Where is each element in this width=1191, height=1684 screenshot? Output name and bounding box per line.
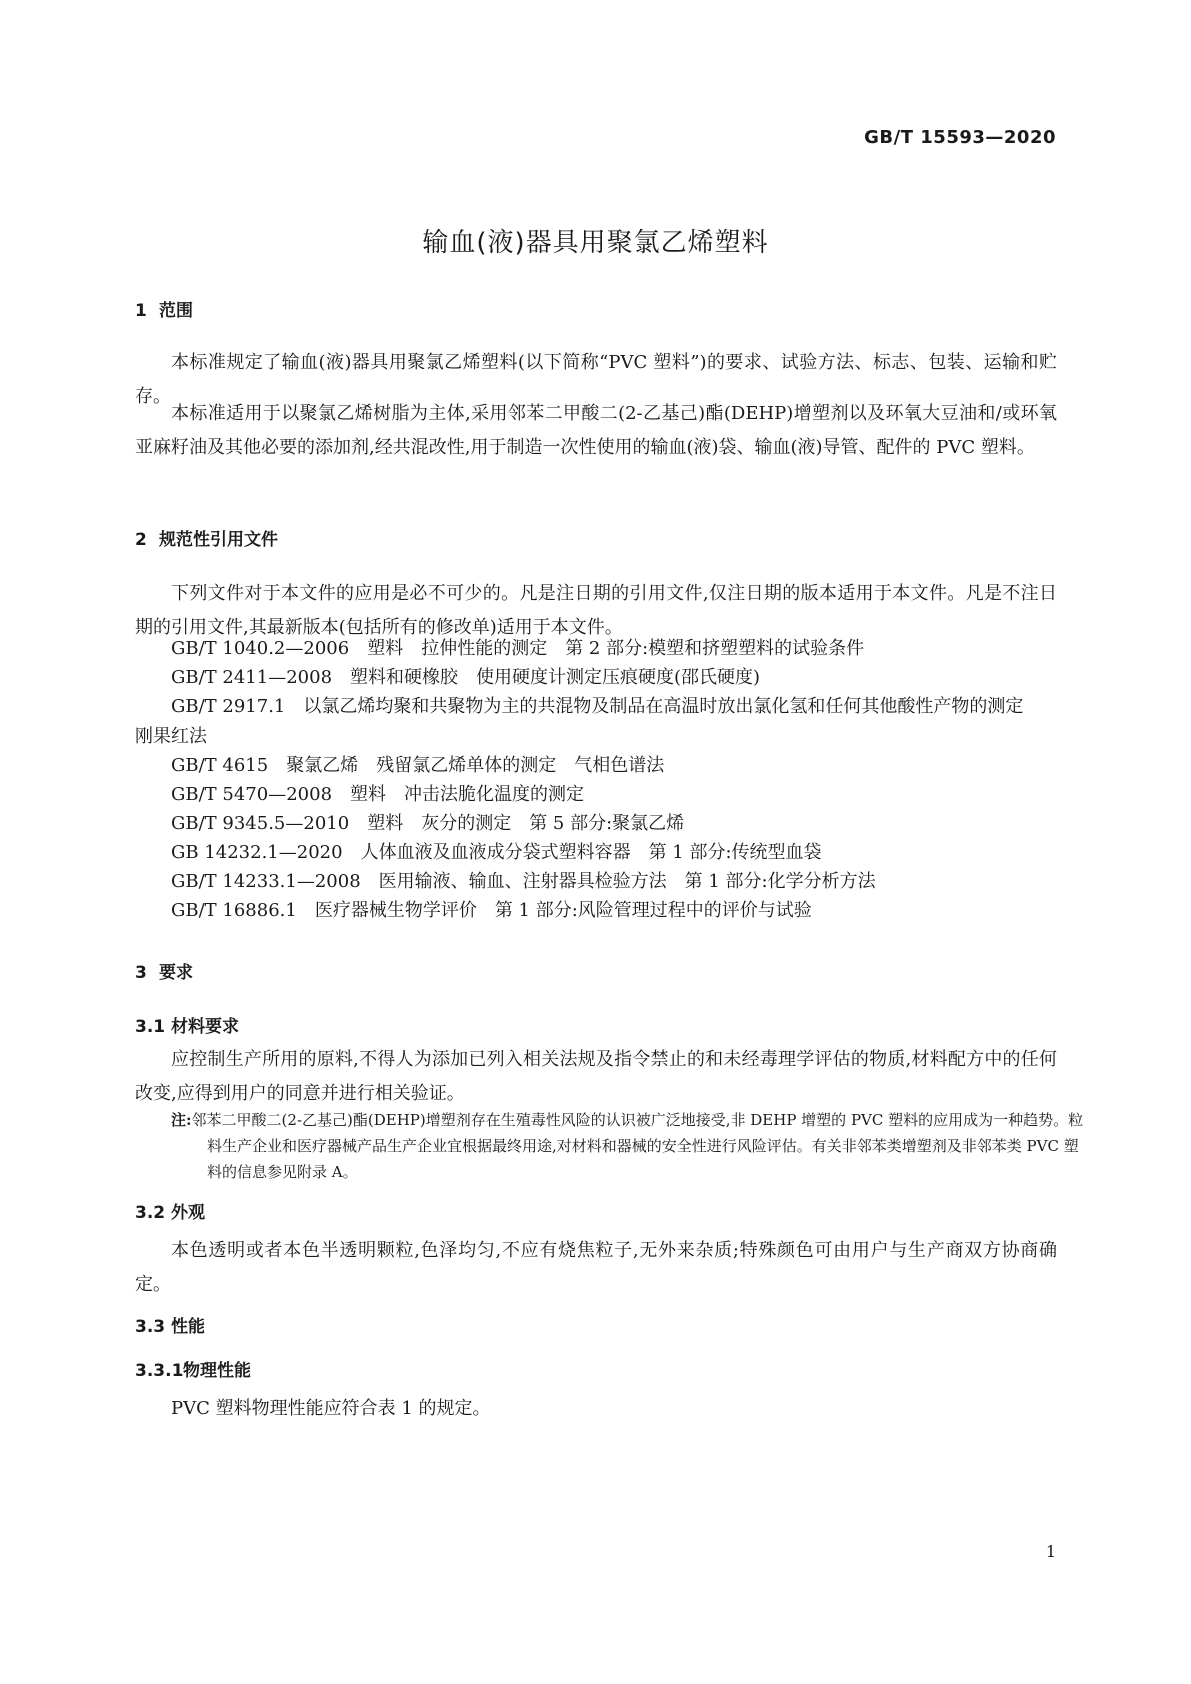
page-number: 1 [1045,1542,1056,1561]
section-3-3-1-paragraph: PVC 塑料物理性能应符合表 1 的规定。 [171,1398,491,1419]
reference-item: GB/T 14233.1—2008 医用输液、输血、注射器具检验方法 第 1 部分:化学分析方法 [171,871,876,892]
reference-item: GB/T 1040.2—2006 塑料 拉伸性能的测定 第 2 部分:模塑和挤塑塑料的试验条件 [171,638,865,659]
section-1-paragraph-1: 本标准规定了输血(液)器具用聚氯乙烯塑料(以下简称“PVC 塑料”)的要求、试验方法、标志、包装、运输和贮存。 [135,352,1057,407]
reference-item: GB/T 4615 聚氯乙烯 残留氯乙烯单体的测定 气相色谱法 [171,755,665,776]
section-3-1-paragraph: 应控制生产所用的原料,不得人为添加已列入相关法规及指令禁止的和未经毒理学评估的物质,材料配方中的任何改变,应得到用户的同意并进行相关验证。 [135,1049,1057,1104]
section-1-heading: 1 范围 [135,301,193,321]
section-3-2-heading: 3.2 外观 [135,1203,205,1223]
reference-item: GB/T 2411—2008 塑料和硬橡胶 使用硬度计测定压痕硬度(邵氏硬度) [171,667,761,688]
section-1-paragraph-2: 本标准适用于以聚氯乙烯树脂为主体,采用邻苯二甲酸二(2-乙基己)酯(DEHP)增塑剂以及环氧大豆油和/或环氧亚麻籽油及其他必要的添加剂,经共混改性,用于制造一次性使用的输血(液)袋、输血(液)导管、配件的 PVC 塑料。 [135,403,1057,458]
reference-item: GB/T 2917.1 以氯乙烯均聚和共聚物为主的共混物及制品在高温时放出氯化氢和任何其他酸性产物的测定 刚果红法 [135,696,1042,747]
reference-item: GB/T 16886.1 医疗器械生物学评价 第 1 部分:风险管理过程中的评价与试验 [171,900,812,921]
reference-item: GB/T 5470—2008 塑料 冲击法脆化温度的测定 [171,784,585,805]
reference-item: GB 14232.1—2020 人体血液及血液成分袋式塑料容器 第 1 部分:传统型血袋 [171,842,822,863]
section-3-2-paragraph: 本色透明或者本色半透明颗粒,色泽均匀,不应有烧焦粒子,无外来杂质;特殊颜色可由用户与生产商双方协商确定。 [135,1240,1057,1295]
section-3-heading: 3 要求 [135,963,193,983]
reference-item: GB/T 9345.5—2010 塑料 灰分的测定 第 5 部分:聚氯乙烯 [171,813,685,834]
standard-code: GB/T 15593—2020 [864,127,1056,148]
section-2-heading: 2 规范性引用文件 [135,530,278,550]
section-2-paragraph-1: 下列文件对于本文件的应用是必不可少的。凡是注日期的引用文件,仅注日期的版本适用于本文件。凡是不注日期的引用文件,其最新版本(包括所有的修改单)适用于本文件。 [135,583,1057,638]
document-title: 输血(液)器具用聚氯乙烯塑料 [422,228,769,258]
section-3-3-heading: 3.3 性能 [135,1317,205,1337]
note: 注:邻苯二甲酸二(2-乙基己)酯(DEHP)增塑剂存在生殖毒性风险的认识被广泛地接受,非 DEHP 增塑的 PVC 塑料的应用成为一种趋势。粒料生产企业和医疗器械产品生产企业宜根据最终用途,对材料和器械的安全性进行风险评估。有关非邻苯类增塑剂及非邻苯类 PVC 塑料的信息参见附录 A。 [171,1111,1084,1181]
section-3-3-1-heading: 3.3.1物理性能 [135,1361,251,1381]
section-3-1-heading: 3.1 材料要求 [135,1017,239,1037]
